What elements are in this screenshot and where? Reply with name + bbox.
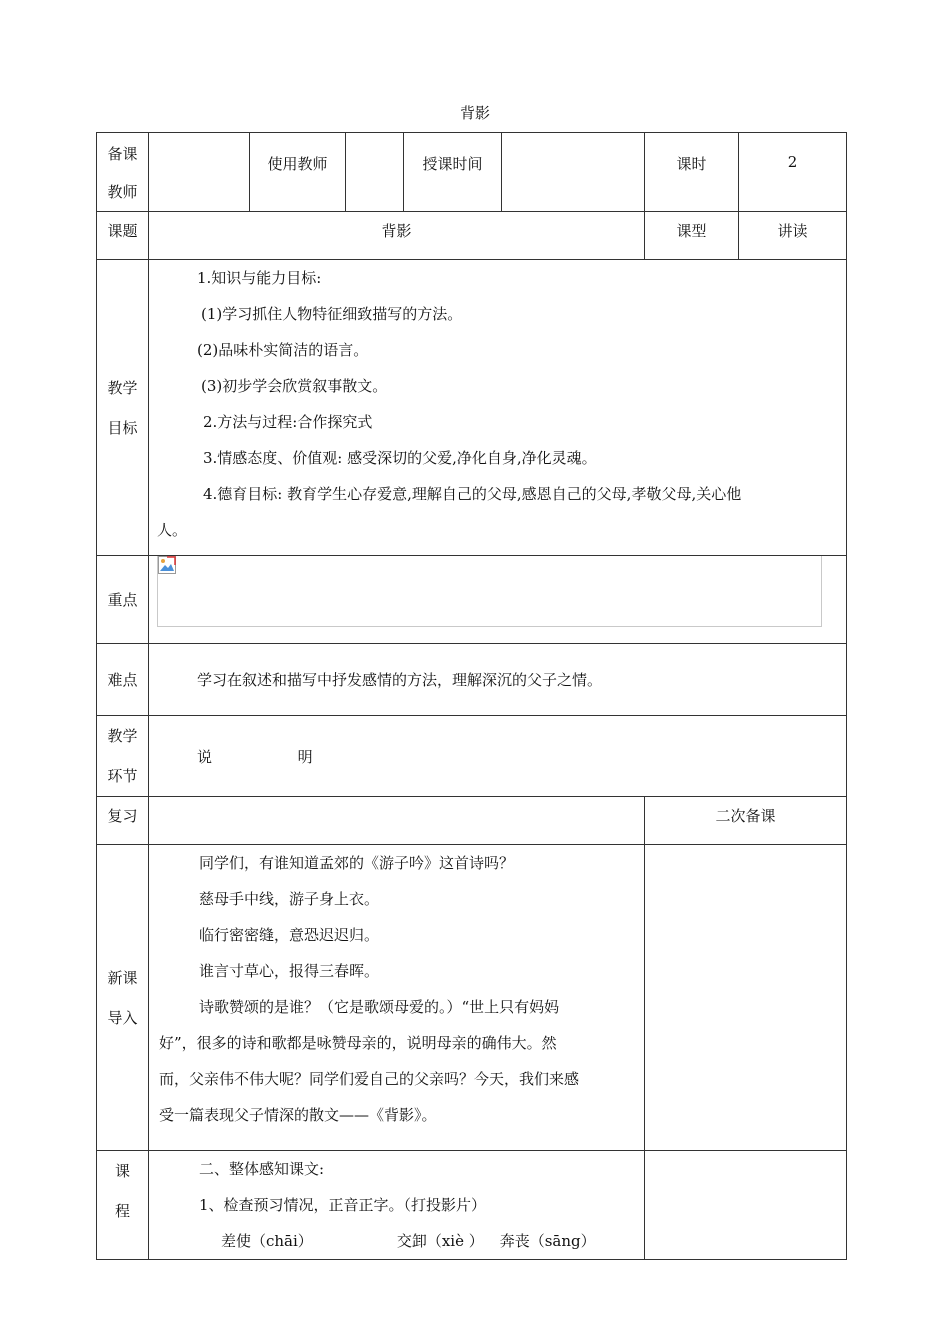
intro-line: 临行密密缝，意恐迟迟归。 [199,926,380,944]
intro-label: 新课 导入 [97,845,149,1151]
teach-time-label: 授课时间 [404,133,502,212]
goal-line: 3.情感态度、价值观: 感受深切的父爱,净化自身,净化灵魂。 [203,449,597,467]
intro-paragraph-line: 好”，很多的诗和歌都是咏赞母亲的，说明母亲的确伟大。然 [159,1034,557,1052]
lesson-type-value: 讲读 [739,212,847,260]
goals-row [97,260,847,556]
intro-row [97,845,847,1151]
topic-row [97,212,847,260]
process-line: 二、整体感知课文: [199,1160,325,1178]
goal-line: 2.方法与过程:合作探究式 [203,413,373,431]
using-teacher-label: 使用教师 [250,133,346,212]
lesson-plan-table [96,132,847,1260]
intro-paragraph-line: 受一篇表现父子情深的散文——《背影》。 [159,1106,437,1124]
prep-teacher-label: 备课 教师 [97,133,149,212]
period-label: 课时 [645,133,739,212]
goal-line: 人。 [157,521,188,539]
goals-label: 教学 目标 [97,260,149,556]
difficulty-text: 学习在叙述和描写中抒发感情的方法，理解深沉的父子之情。 [149,644,847,716]
topic-label: 课题 [97,212,149,260]
intro-content [149,845,645,1151]
intro-paragraph-line: 而，父亲伟不伟大呢？同学们爱自己的父亲吗？今天，我们来感 [159,1070,580,1088]
steps-explain-char-2: 明 [297,747,313,766]
key-point-label: 重点 [97,556,149,644]
period-value: 2 [739,133,847,212]
key-point-image-frame [157,556,822,627]
goal-line: 4.德育目标: 教育学生心存爱意,理解自己的父母,感恩自己的父母,孝敬父母,关心他 [203,485,742,503]
key-point-content [149,556,847,644]
review-content [149,797,645,845]
key-point-row [97,556,847,644]
difficulty-row [97,644,847,716]
teaching-steps-label: 教学 环节 [97,716,149,797]
lesson-type-label: 课型 [645,212,739,260]
process-row [97,1151,847,1260]
goal-line: (2)品味朴实简洁的语言。 [197,341,369,359]
teaching-steps-header [149,716,847,797]
teach-time-value [502,133,645,212]
second-prep-header: 二次备课 [645,797,847,845]
header-info-row [97,133,847,212]
intro-line: 慈母手中线，游子身上衣。 [199,890,380,908]
prep-teacher-value [149,133,250,212]
teaching-steps-row [97,716,847,797]
process-label: 课 程 [97,1151,149,1260]
process-second-prep [645,1151,847,1260]
topic-value: 背影 [149,212,645,260]
intro-second-prep [645,845,847,1151]
goal-line: (3)初步学会欣赏叙事散文。 [201,377,388,395]
process-content [149,1151,645,1260]
pinyin-row [159,1223,636,1259]
broken-image-icon [158,556,176,574]
using-teacher-value [346,133,404,212]
pinyin-item: 交卸（xiè ） [396,1232,484,1250]
difficulty-label: 难点 [97,644,149,716]
goal-line: (1)学习抓住人物特征细致描写的方法。 [201,305,463,323]
process-line: 1、检查预习情况，正音正字。（打投影片） [199,1196,487,1214]
intro-line: 谁言寸草心，报得三春晖。 [199,962,380,980]
pinyin-item: 差使（chāi） [221,1232,313,1250]
steps-explain-char-1: 说 [197,747,213,766]
goals-content [149,260,847,556]
pinyin-item: 奔丧（sāng） [499,1232,596,1250]
intro-paragraph-line: 诗歌赞颂的是谁？（它是歌颂母爱的。）“世上只有妈妈 [199,998,560,1016]
review-label: 复习 [97,797,149,845]
intro-line: 同学们，有谁知道孟郊的《游子吟》这首诗吗？ [199,854,515,872]
goal-line: 1.知识与能力目标: [197,269,322,287]
review-row [97,797,847,845]
document-title: 背影 [459,104,490,122]
